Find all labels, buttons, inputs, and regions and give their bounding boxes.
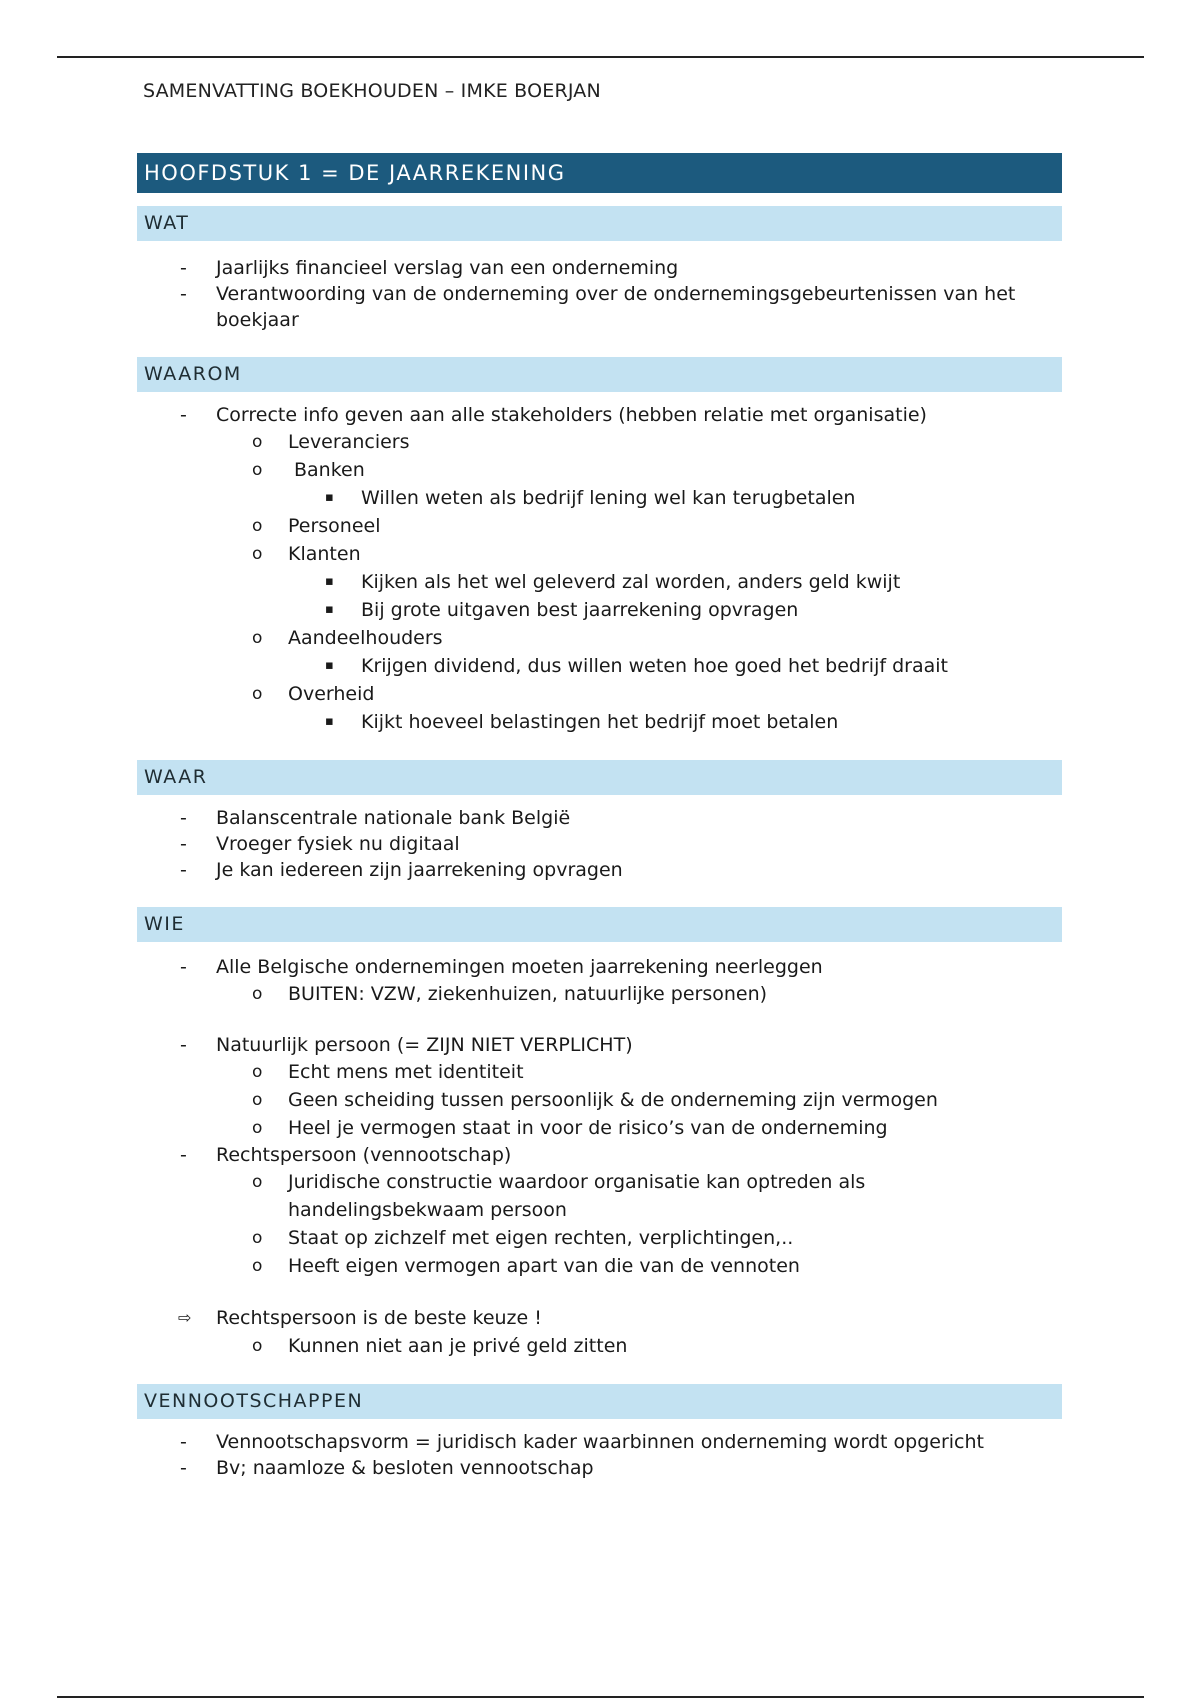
dash-bullet: - xyxy=(180,257,187,279)
circle-bullet: o xyxy=(252,684,263,704)
dash-bullet: - xyxy=(180,956,187,978)
list-item: - Verantwoording van de onderneming over de ondernemingsgebeurtenissen van het boekjaar xyxy=(180,283,1016,331)
list-item: - Je kan iedereen zijn jaarrekening opvragen xyxy=(180,859,623,881)
circle-bullet: o xyxy=(252,1172,263,1192)
sub-item: o Staat op zichzelf met eigen rechten, verplichtingen,.. xyxy=(137,1224,1062,1252)
sub-item: o Heel je vermogen staat in voor de risico’s van de onderneming xyxy=(137,1114,1062,1142)
dash-bullet: - xyxy=(180,807,187,829)
dash-bullet: - xyxy=(180,1144,187,1166)
sub-item: o Aandeelhouders xyxy=(137,624,1062,652)
circle-bullet: o xyxy=(252,1118,263,1138)
list-item: - Rechtspersoon (vennootschap) xyxy=(180,1144,512,1166)
dash-bullet: - xyxy=(180,859,187,881)
sub-sub-item: ▪ Krijgen dividend, dus willen weten hoe goed het bedrijf draait xyxy=(137,652,1062,680)
section-heading-wat: WAT xyxy=(137,206,1062,241)
sub-item: o Leveranciers xyxy=(137,428,1062,456)
list-waarom xyxy=(137,402,1062,736)
list-vennootschappen xyxy=(137,1429,1062,1481)
sub-item: o Kunnen niet aan je privé geld zitten xyxy=(137,1332,1062,1360)
sub-sub-item: ▪ Kijkt hoeveel belastingen het bedrijf moet betalen xyxy=(137,708,1062,736)
arrow-icon: ⇨ xyxy=(178,1308,192,1327)
dash-bullet: - xyxy=(180,1457,187,1479)
square-bullet: ▪ xyxy=(325,490,334,505)
list-item: - Natuurlijk persoon (= ZIJN NIET VERPLICHT) xyxy=(180,1034,633,1056)
circle-bullet: o xyxy=(252,460,263,480)
sub-item: o Banken xyxy=(137,456,1062,484)
conclusion-item: ⇨ Rechtspersoon is de beste keuze ! xyxy=(137,1304,1062,1332)
circle-bullet: o xyxy=(252,1256,263,1276)
square-bullet: ▪ xyxy=(325,602,334,617)
sub-item: o Echt mens met identiteit xyxy=(137,1058,1062,1086)
sub-item: o Klanten xyxy=(137,540,1062,568)
dash-bullet: - xyxy=(180,1034,187,1056)
square-bullet: ▪ xyxy=(325,658,334,673)
list-item: - Vroeger fysiek nu digitaal xyxy=(180,833,460,855)
circle-bullet: o xyxy=(252,432,263,452)
sub-item: o Juridische constructie waardoor organisatie kan optreden als handelingsbekwaam persoon xyxy=(137,1168,1062,1224)
sub-sub-item: ▪ Bij grote uitgaven best jaarrekening opvragen xyxy=(137,596,1062,624)
list-item: - Jaarlijks financieel verslag van een onderneming xyxy=(180,257,679,279)
list-item: - Vennootschapsvorm = juridisch kader waarbinnen onderneming wordt opgericht xyxy=(180,1431,984,1453)
circle-bullet: o xyxy=(252,1090,263,1110)
sub-sub-item: ▪ Kijken als het wel geleverd zal worden, anders geld kwijt xyxy=(137,568,1062,596)
sub-item: o Heeft eigen vermogen apart van die van de vennoten xyxy=(137,1252,1062,1280)
list-wat xyxy=(137,255,1062,333)
dash-bullet: - xyxy=(180,833,187,855)
list-item: - Alle Belgische ondernemingen moeten jaarrekening neerleggen xyxy=(180,956,823,978)
sub-item: o Geen scheiding tussen persoonlijk & de onderneming zijn vermogen xyxy=(137,1086,1062,1114)
dash-bullet: - xyxy=(180,404,187,426)
circle-bullet: o xyxy=(252,628,263,648)
circle-bullet: o xyxy=(252,1062,263,1082)
list-waar xyxy=(137,805,1062,883)
list-wie xyxy=(137,954,1062,1360)
chapter-title: HOOFDSTUK 1 = DE JAARREKENING xyxy=(137,153,1062,193)
section-heading-vennootschappen: VENNOOTSCHAPPEN xyxy=(137,1384,1062,1419)
circle-bullet: o xyxy=(252,544,263,564)
bottom-rule xyxy=(57,1696,1144,1698)
sub-item: o Personeel xyxy=(137,512,1062,540)
dash-bullet: - xyxy=(180,283,187,305)
section-heading-waarom: WAAROM xyxy=(137,357,1062,392)
circle-bullet: o xyxy=(252,1228,263,1248)
dash-bullet: - xyxy=(180,1431,187,1453)
circle-bullet: o xyxy=(252,1336,263,1356)
square-bullet: ▪ xyxy=(325,574,334,589)
document-body xyxy=(137,153,1062,1481)
square-bullet: ▪ xyxy=(325,714,334,729)
sub-item: o Overheid xyxy=(137,680,1062,708)
top-rule xyxy=(57,56,1144,58)
list-item: - Correcte info geven aan alle stakeholders (hebben relatie met organisatie) xyxy=(180,404,927,426)
list-item: - Balanscentrale nationale bank België xyxy=(180,807,571,829)
circle-bullet: o xyxy=(252,984,263,1004)
sub-sub-item: ▪ Willen weten als bedrijf lening wel kan terugbetalen xyxy=(137,484,1062,512)
section-heading-waar: WAAR xyxy=(137,760,1062,795)
section-heading-wie: WIE xyxy=(137,907,1062,942)
document-header: SAMENVATTING BOEKHOUDEN – IMKE BOERJAN xyxy=(143,80,601,102)
sub-item: o BUITEN: VZW, ziekenhuizen, natuurlijke personen) xyxy=(137,980,1062,1008)
circle-bullet: o xyxy=(252,516,263,536)
list-item: - Bv; naamloze & besloten vennootschap xyxy=(180,1457,594,1479)
